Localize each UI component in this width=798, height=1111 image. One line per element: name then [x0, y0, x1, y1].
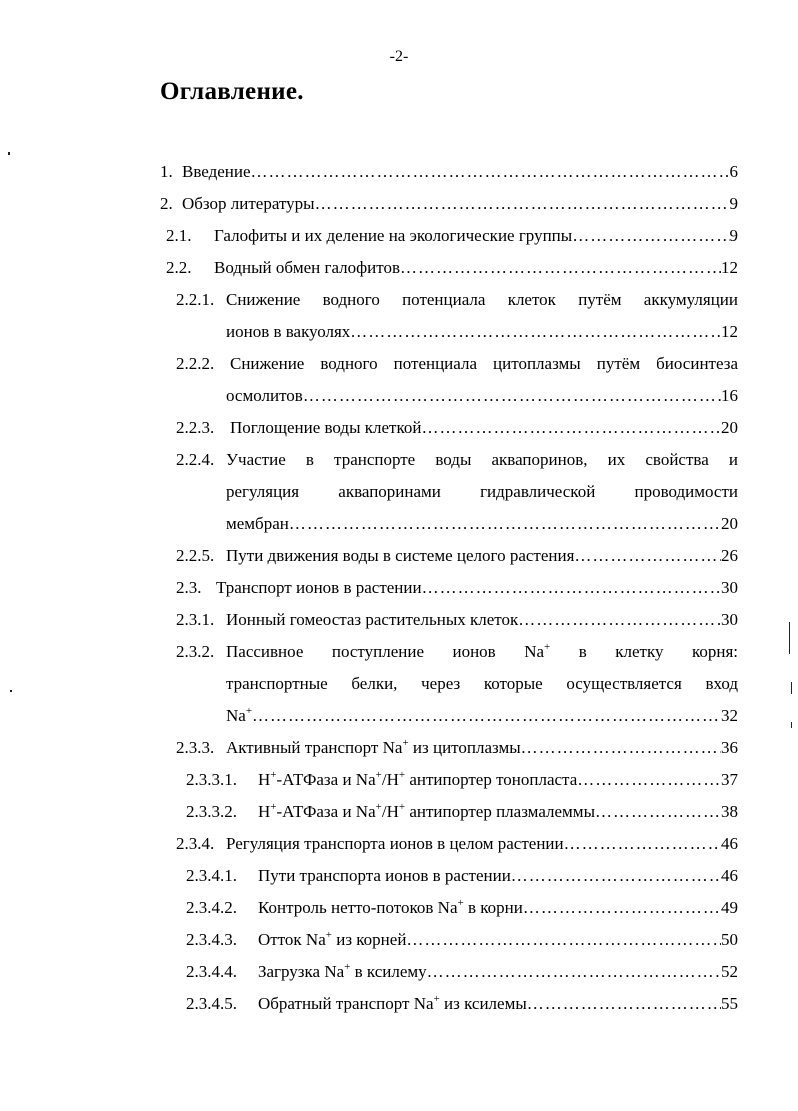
toc-entry-number: 2.3.3. — [176, 738, 215, 757]
scan-speck — [10, 690, 12, 692]
toc-entry-text: Поглощение воды клеткой — [230, 418, 422, 437]
toc-entry-text-line-3: мембран — [226, 514, 289, 533]
toc-entry-text-line-1: Пассивное поступление ионов Na+ в клетку корня: — [226, 642, 738, 661]
toc-entry-2-2-4[interactable] — [176, 450, 738, 534]
toc-entry-number: 2.3.4. — [176, 834, 215, 853]
toc-entry-number: 2. — [160, 194, 173, 213]
toc-entry-page: 26 — [721, 546, 738, 565]
toc-entry-page: 46 — [721, 834, 738, 853]
toc-entry-page: 36 — [721, 738, 738, 757]
toc-entry-number: 2.3.3.2. — [186, 802, 237, 821]
toc-entry-number: 2.2.5. — [176, 546, 215, 565]
toc-entry-number: 2.2.4. — [176, 450, 215, 469]
toc-entry-text: Контроль нетто-потоков Na+ в корни — [258, 898, 523, 917]
toc-entry-number: 1. — [160, 162, 173, 181]
toc-entry-page: 9 — [729, 226, 738, 245]
scan-line — [791, 682, 792, 694]
toc-entry-number: 2.3.4.5. — [186, 994, 237, 1013]
toc-entry-text: Обзор литературы — [182, 194, 315, 213]
toc-entry-number: 2.1. — [166, 226, 192, 245]
toc-entry-page: 32 — [721, 706, 738, 725]
toc-entry-text-line-2: ионов в вакуолях — [226, 322, 351, 341]
toc-entry-page: 12 — [721, 322, 738, 341]
toc-entry-text: Водный обмен галофитов — [214, 258, 400, 277]
scan-line — [791, 722, 792, 728]
toc-entry-text: Ионный гомеостаз растительных клеток — [226, 610, 519, 629]
toc-entry-page: 52 — [721, 962, 738, 981]
toc-entry-text: Активный транспорт Na+ из цитоплазмы — [226, 738, 521, 757]
toc-entry-page: 12 — [721, 258, 738, 277]
toc-entry-number: 2.3.4.3. — [186, 930, 237, 949]
toc-entry-text: Транспорт ионов в растении — [216, 578, 422, 597]
toc-entry-page: 49 — [721, 898, 738, 917]
toc-entry-2-3-2[interactable] — [176, 642, 738, 726]
toc-entry-number: 2.2.3. — [176, 418, 215, 437]
toc-entry-page: 46 — [721, 866, 738, 885]
toc-entry-text-line-3: Na+ — [226, 706, 253, 725]
toc-entry-number: 2.3.4.2. — [186, 898, 237, 917]
toc-entry-text: Пути движения воды в системе целого растения — [226, 546, 575, 565]
toc-entry-page: 50 — [721, 930, 738, 949]
toc-entry-number: 2.3.4.4. — [186, 962, 237, 981]
toc-entry-page: 38 — [721, 802, 738, 821]
toc-entry-page: 30 — [721, 578, 738, 597]
toc-entry-text-line-1: Снижение водного потенциала цитоплазмы путём биосинтеза — [230, 354, 738, 373]
toc-entry-text: H+-АТФаза и Na+/H+ антипортер тонопласта — [258, 770, 578, 789]
toc-entry-text-line-1: Снижение водного потенциала клеток путём аккумуляции — [226, 290, 738, 309]
toc-entry-text: Галофиты и их деление на экологические группы — [214, 226, 573, 245]
toc-entry-text: Отток Na+ из корней — [258, 930, 407, 949]
toc-entry-page: 16 — [721, 386, 738, 405]
toc-entry-number: 2.3.3.1. — [186, 770, 237, 789]
toc-entry-number: 2.2.2. — [176, 354, 215, 373]
toc-entry-page: 20 — [721, 418, 738, 437]
toc-entry-page: 9 — [729, 194, 738, 213]
toc-entry-page: 20 — [721, 514, 738, 533]
toc-entry-page: 37 — [721, 770, 738, 789]
scan-speck — [8, 152, 10, 155]
toc-entry-text-line-2: осмолитов — [226, 386, 303, 405]
toc-entry-text: Регуляция транспорта ионов в целом растении — [226, 834, 564, 853]
page-number: -2- — [389, 48, 409, 65]
toc-entry-number: 2.3.1. — [176, 610, 215, 629]
toc-entry-page: 55 — [721, 994, 738, 1013]
toc-entry-text: Загрузка Na+ в ксилему — [258, 962, 427, 981]
toc-entry-number: 2.3.2. — [176, 642, 215, 661]
toc-entry-number: 2.3.4.1. — [186, 866, 237, 885]
toc-entry-number: 2.2.1. — [176, 290, 215, 309]
toc-entry-text: Введение — [182, 162, 251, 181]
toc-entry-text: Пути транспорта ионов в растении — [258, 866, 511, 885]
toc-entry-text: Обратный транспорт Na+ из ксилемы — [258, 994, 527, 1013]
toc-entry-page: 6 — [729, 162, 738, 181]
toc-entry-page: 30 — [721, 610, 738, 629]
toc-entry-number: 2.3. — [176, 578, 202, 597]
page-title: Оглавление. — [160, 78, 304, 105]
toc-entry-text-line-2: регуляция аквапоринами гидравлической проводимости — [226, 482, 738, 501]
toc-entry-2-2-2[interactable] — [176, 354, 738, 406]
toc-entry-text-line-1: Участие в транспорте воды аквапоринов, их свойства и — [226, 450, 738, 469]
toc-entry-number: 2.2. — [166, 258, 192, 277]
toc-entry-2-2-1[interactable] — [176, 290, 738, 342]
toc-entry-text: H+-АТФаза и Na+/H+ антипортер плазмалеммы — [258, 802, 595, 821]
toc-entry-text-line-2: транспортные белки, через которые осуществляется вход — [226, 674, 738, 693]
scan-line — [789, 622, 790, 654]
